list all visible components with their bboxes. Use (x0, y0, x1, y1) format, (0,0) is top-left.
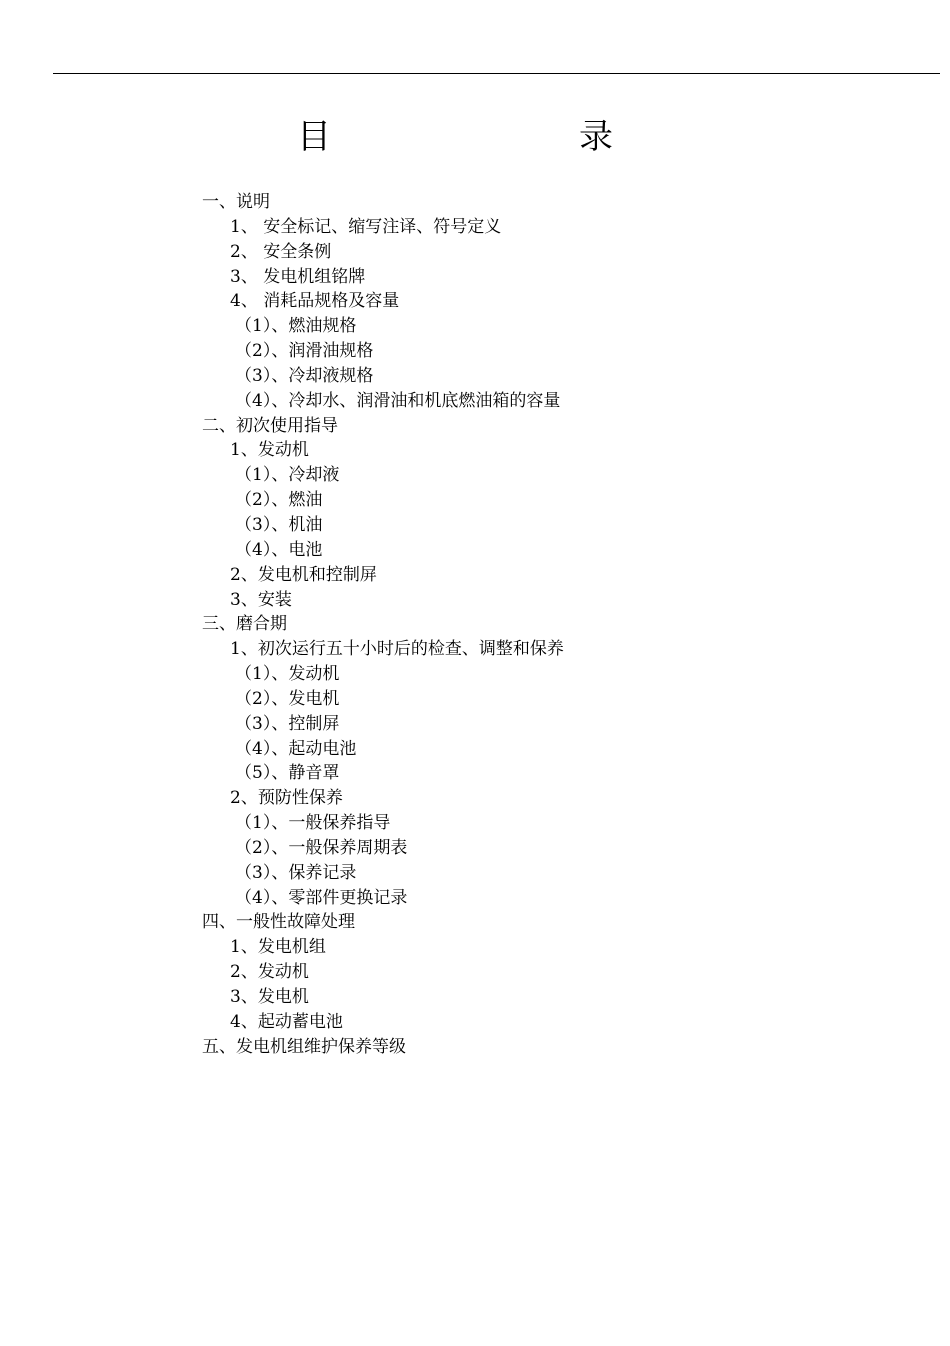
toc-entry: （2）、一般保养周期表 (235, 837, 408, 858)
toc-entry: （3）、机油 (235, 514, 323, 535)
toc-entry: （3）、控制屏 (235, 713, 340, 734)
toc-entry: 4、 消耗品规格及容量 (230, 291, 400, 312)
toc-entry: （1）、冷却液 (235, 465, 340, 486)
toc-entry: （3）、冷却液规格 (235, 365, 374, 386)
toc-entry: （2）、燃油 (235, 490, 323, 511)
toc-entry: 三、磨合期 (202, 614, 287, 635)
toc-entry: 二、初次使用指导 (202, 415, 338, 436)
toc-entry: （3）、保养记录 (235, 862, 357, 883)
toc-entry: 四、一般性故障处理 (202, 912, 355, 933)
toc-entry: 一、说明 (202, 192, 270, 212)
header-rule (53, 73, 940, 74)
toc-entry: 2、 安全条例 (230, 241, 332, 262)
toc-entry: 3、安装 (230, 589, 292, 610)
toc-entry: 2、发电机和控制屏 (230, 564, 377, 585)
toc-entry: 3、 发电机组铭牌 (230, 266, 366, 287)
toc-entry: （5）、静音罩 (235, 763, 340, 784)
toc-entry: 3、发电机 (230, 987, 309, 1007)
toc-entry: （1）、一般保养指导 (235, 813, 391, 834)
toc-entry: 2、预防性保养 (230, 788, 343, 809)
toc-title: 目 录 (297, 117, 673, 157)
toc-entry: （1）、燃油规格 (235, 316, 357, 337)
toc-entry: 4、起动蓄电池 (230, 1011, 343, 1032)
toc-entry: （1）、发动机 (235, 664, 340, 685)
toc-entry: 1、发电机组 (230, 937, 326, 958)
toc-entry: 1、初次运行五十小时后的检查、调整和保养 (230, 639, 564, 660)
toc-entry: 五、发电机组维护保养等级 (202, 1036, 406, 1057)
toc-entry: 2、发动机 (230, 962, 309, 983)
toc-entry: （4）、起动电池 (235, 738, 357, 759)
toc-entry: 1、 安全标记、缩写注译、符号定义 (230, 216, 502, 237)
toc-entry: （2）、发电机 (235, 688, 340, 709)
toc-entry: （4）、电池 (235, 539, 323, 560)
toc-entry: 1、发动机 (230, 440, 309, 461)
table-of-contents (202, 190, 564, 1060)
toc-entry: （4）、零部件更换记录 (235, 887, 408, 908)
toc-entry: （2）、润滑油规格 (235, 341, 374, 362)
toc-entry: （4）、冷却水、润滑油和机底燃油箱的容量 (235, 390, 561, 411)
